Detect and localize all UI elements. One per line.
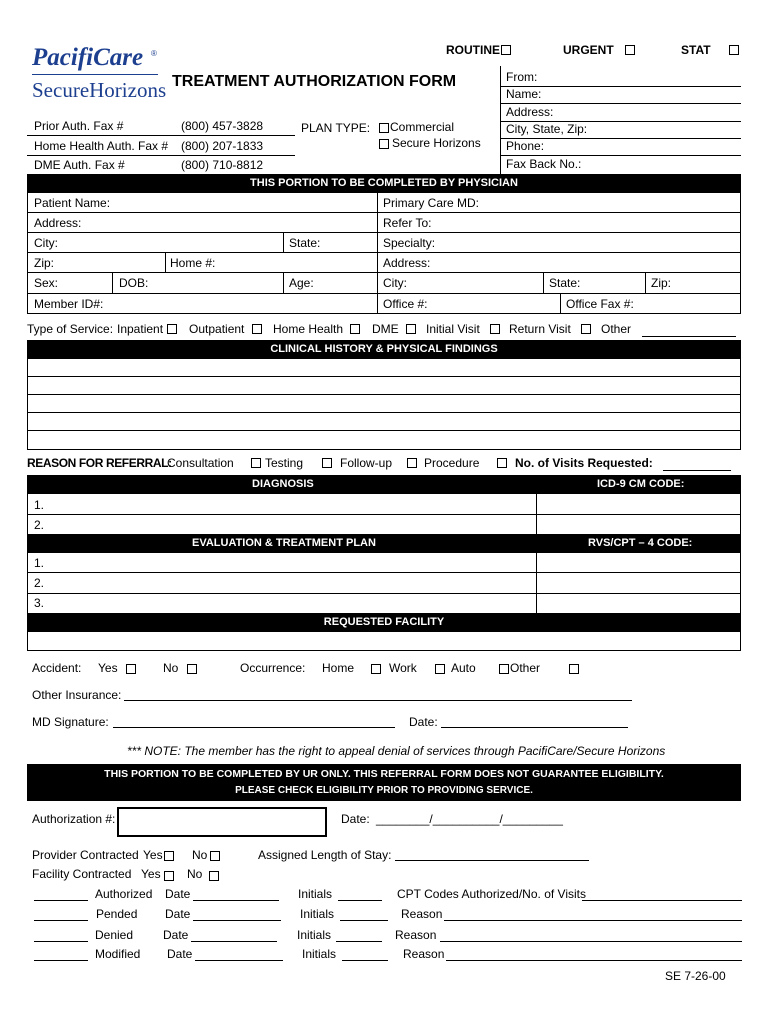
denied-date-line[interactable]: [191, 941, 277, 942]
cpt-codes-line[interactable]: [582, 900, 742, 901]
office-fax-field[interactable]: Office Fax #:: [566, 297, 634, 311]
consultation-label: Consultation: [167, 456, 234, 470]
facility-contracted-label: Facility Contracted: [32, 867, 132, 881]
stat-checkbox[interactable]: [729, 45, 739, 55]
phys-div-g: [560, 293, 561, 314]
phone-line: [500, 155, 741, 156]
accident-no-label: No: [163, 661, 179, 675]
accident-yes-label: Yes: [98, 661, 118, 675]
facility-yes-checkbox[interactable]: [164, 871, 174, 881]
reason-for-referral-label: REASON FOR REFERRAL:: [27, 456, 172, 470]
treat-line-2: [27, 593, 741, 594]
clinical-history-header: CLINICAL HISTORY & PHYSICAL FINDINGS: [27, 340, 741, 358]
refer-to-field[interactable]: Refer To:: [383, 216, 432, 230]
phys-row-line-3: [27, 252, 741, 253]
patient-name-field[interactable]: Patient Name:: [34, 196, 111, 210]
form-code: SE 7-26-00: [665, 969, 726, 983]
phys-div-a: [283, 232, 284, 252]
initial-visit-checkbox[interactable]: [490, 324, 500, 334]
age-field[interactable]: Age:: [289, 276, 314, 290]
clinical-history-lines[interactable]: [27, 358, 741, 450]
clinical-line-4: [27, 430, 741, 431]
home-health-fax-number: (800) 207-1833: [181, 139, 264, 153]
requested-facility-field[interactable]: [27, 631, 741, 651]
dme-fax-label: DME Auth. Fax #: [34, 158, 125, 172]
denied-initials-label: Initials: [297, 928, 332, 942]
type-of-service-label: Type of Service:: [27, 322, 114, 336]
clinical-line-2: [27, 394, 741, 395]
pended-label: Pended: [96, 907, 138, 921]
length-of-stay-line[interactable]: [395, 860, 589, 861]
pended-date-label: Date: [165, 907, 191, 921]
md-state-field[interactable]: State:: [549, 276, 581, 290]
physician-grid: [27, 192, 741, 314]
authorized-initials-label: Initials: [298, 887, 333, 901]
diag-line: [27, 514, 741, 515]
provider-yes-checkbox[interactable]: [164, 851, 174, 861]
md-address-field[interactable]: Address:: [383, 256, 431, 270]
return-visit-checkbox[interactable]: [581, 324, 591, 334]
facility-yes-label: Yes: [141, 867, 161, 881]
occurrence-work-label: Work: [389, 661, 417, 675]
phys-div-b: [165, 252, 166, 272]
dme-label: DME: [372, 322, 399, 336]
accident-yes-checkbox[interactable]: [126, 664, 136, 674]
treat-line-1: [27, 572, 741, 573]
authorization-label: Authorization #:: [32, 812, 116, 826]
diagnosis-row-2[interactable]: 2.: [34, 518, 45, 532]
phys-div-d: [283, 272, 284, 293]
occurrence-label: Occurrence:: [240, 661, 306, 675]
md-signature-label: MD Signature:: [32, 715, 109, 729]
routine-checkbox[interactable]: [501, 45, 511, 55]
denied-label: Denied: [95, 928, 134, 942]
phys-div-f: [645, 272, 646, 293]
treatment-row-1[interactable]: 1.: [34, 556, 45, 570]
accident-no-checkbox[interactable]: [187, 664, 197, 674]
from-label: From:: [506, 70, 538, 84]
accident-label: Accident:: [32, 661, 82, 675]
phys-mid-divider: [377, 192, 378, 314]
clinical-line-3: [27, 412, 741, 413]
home-health-label: Home Health: [273, 322, 344, 336]
pended-initials-label: Initials: [300, 907, 335, 921]
stat-label: STAT: [681, 43, 711, 57]
initial-visit-label: Initial Visit: [426, 322, 480, 336]
city-state-zip-label: City, State, Zip:: [506, 122, 588, 136]
modified-reason-line[interactable]: [446, 960, 742, 961]
sex-field[interactable]: Sex:: [34, 276, 59, 290]
modified-reason-label: Reason: [403, 947, 445, 961]
pended-check-line[interactable]: [34, 920, 88, 921]
phys-row-line-2: [27, 232, 741, 233]
followup-label: Follow-up: [340, 456, 393, 470]
dme-fax-number: (800) 710-8812: [181, 158, 264, 172]
prior-auth-fax-label: Prior Auth. Fax #: [34, 119, 124, 133]
signature-date-line[interactable]: [441, 727, 628, 728]
phys-row-line-5: [27, 293, 741, 294]
pended-reason-line[interactable]: [444, 920, 742, 921]
procedure-label: Procedure: [424, 456, 480, 470]
secure-horizons-label: Secure Horizons: [392, 136, 481, 150]
registered-mark: ®: [151, 49, 157, 58]
ur-section-line-2: PLEASE CHECK ELIGIBILITY PRIOR TO PROVIDING SERVICE.: [235, 785, 533, 796]
home-phone-field[interactable]: Home #:: [170, 256, 216, 270]
testing-label: Testing: [265, 456, 304, 470]
securehorizons-logo: SecureHorizons: [32, 78, 167, 102]
from-block-border: [500, 66, 501, 174]
treatment-title: EVALUATION & TREATMENT PLAN: [192, 537, 376, 549]
fax-line-2: [27, 155, 295, 156]
member-id-field[interactable]: Member ID#:: [34, 297, 104, 311]
authorized-initials-line[interactable]: [338, 900, 382, 901]
phys-row-line-1: [27, 212, 741, 213]
dme-checkbox[interactable]: [406, 324, 416, 334]
occurrence-auto-checkbox[interactable]: [499, 664, 509, 674]
authorized-label: Authorized: [95, 887, 153, 901]
length-of-stay-label: Assigned Length of Stay:: [258, 848, 392, 862]
fax-line-1: [27, 135, 295, 136]
provider-no-checkbox[interactable]: [210, 851, 220, 861]
treat-divider: [536, 552, 537, 614]
clinical-line-1: [27, 376, 741, 377]
denied-initials-line[interactable]: [336, 941, 382, 942]
visits-requested-label: No. of Visits Requested:: [515, 456, 653, 470]
treatment-row-2[interactable]: 2.: [34, 576, 45, 590]
address-label: Address:: [506, 105, 554, 119]
testing-checkbox[interactable]: [322, 458, 332, 468]
occurrence-home-label: Home: [322, 661, 355, 675]
icd9-code-title: ICD-9 CM CODE:: [597, 478, 685, 490]
facility-no-label: No: [187, 867, 203, 881]
urgent-checkbox[interactable]: [625, 45, 635, 55]
diagnosis-row-1[interactable]: 1.: [34, 498, 45, 512]
office-phone-field[interactable]: Office #:: [383, 297, 428, 311]
treatment-grid: [27, 552, 741, 614]
md-city-field[interactable]: City:: [383, 276, 407, 290]
phys-div-e: [543, 272, 544, 293]
pacificare-logo: PacifiCare: [32, 44, 144, 71]
patient-city-field[interactable]: City:: [34, 236, 58, 250]
return-visit-label: Return Visit: [509, 322, 571, 336]
treatment-row-3[interactable]: 3.: [34, 596, 45, 610]
other-service-line[interactable]: [642, 336, 736, 337]
primary-care-md-field[interactable]: Primary Care MD:: [383, 196, 480, 210]
authorization-date-field[interactable]: ________/__________/_________: [376, 812, 563, 826]
diagnosis-title: DIAGNOSIS: [252, 478, 314, 490]
phys-row-line-4: [27, 272, 741, 273]
pended-reason-label: Reason: [401, 907, 443, 921]
urgent-label: URGENT: [563, 43, 614, 57]
facility-no-checkbox[interactable]: [209, 871, 219, 881]
authorized-date-line[interactable]: [193, 900, 279, 901]
appeal-note: *** NOTE: The member has the right to appeal denial of services through PacifiCare/Secure Horizons: [127, 744, 666, 758]
commercial-label: Commercial: [390, 120, 455, 134]
modified-initials-line[interactable]: [342, 960, 388, 961]
denied-check-line[interactable]: [34, 941, 88, 942]
pended-initials-line[interactable]: [340, 920, 388, 921]
authorized-check-line[interactable]: [34, 900, 88, 901]
secure-horizons-checkbox[interactable]: [379, 139, 389, 149]
name-label: Name:: [506, 87, 542, 101]
fax-back-label: Fax Back No.:: [506, 157, 582, 171]
dob-field[interactable]: DOB:: [119, 276, 149, 290]
patient-address-field[interactable]: Address:: [34, 216, 82, 230]
modified-date-line[interactable]: [195, 960, 283, 961]
authorization-date-label: Date:: [341, 812, 370, 826]
occurrence-other-label: Other: [510, 661, 541, 675]
occurrence-work-checkbox[interactable]: [435, 664, 445, 674]
other-service-label: Other: [601, 322, 632, 336]
form-title: TREATMENT AUTHORIZATION FORM: [172, 73, 457, 90]
diag-divider: [536, 493, 537, 535]
other-insurance-line[interactable]: [124, 700, 632, 701]
denied-date-label: Date: [163, 928, 189, 942]
inpatient-checkbox[interactable]: [167, 324, 177, 334]
occurrence-home-checkbox[interactable]: [371, 664, 381, 674]
name-line: [500, 103, 741, 104]
outpatient-checkbox[interactable]: [252, 324, 262, 334]
plan-type-label: PLAN TYPE:: [301, 121, 371, 135]
phone-label: Phone:: [506, 139, 545, 153]
patient-zip-field[interactable]: Zip:: [34, 256, 55, 270]
visits-requested-line[interactable]: [663, 470, 731, 471]
occurrence-other-checkbox[interactable]: [569, 664, 579, 674]
authorization-number-box[interactable]: [117, 807, 327, 837]
cpt-codes-label: CPT Codes Authorized/No. of Visits: [397, 887, 586, 901]
prior-auth-fax-number: (800) 457-3828: [181, 119, 264, 133]
provider-no-label: No: [192, 848, 208, 862]
denied-reason-label: Reason: [395, 928, 437, 942]
rvs-cpt-title: RVS/CPT – 4 CODE:: [588, 537, 693, 549]
other-insurance-label: Other Insurance:: [32, 688, 122, 702]
authorized-date-label: Date: [165, 887, 191, 901]
phys-div-c: [112, 272, 113, 293]
md-signature-line[interactable]: [113, 727, 395, 728]
routine-label: ROUTINE: [446, 43, 500, 57]
denied-reason-line[interactable]: [440, 941, 742, 942]
commercial-checkbox[interactable]: [379, 123, 389, 133]
pended-date-line[interactable]: [193, 920, 281, 921]
modified-initials-label: Initials: [302, 947, 337, 961]
procedure-checkbox[interactable]: [497, 458, 507, 468]
occurrence-auto-label: Auto: [451, 661, 476, 675]
logo-divider: [32, 74, 158, 75]
requested-facility-header: REQUESTED FACILITY: [27, 613, 741, 631]
inpatient-label: Inpatient: [117, 322, 164, 336]
outpatient-label: Outpatient: [189, 322, 245, 336]
provider-contracted-label: Provider Contracted: [32, 848, 139, 862]
provider-yes-label: Yes: [143, 848, 163, 862]
signature-date-label: Date:: [409, 715, 438, 729]
ur-section-line-1: THIS PORTION TO BE COMPLETED BY UR ONLY. THIS REFERRAL FORM DOES NOT GUARANTEE ELIGIBILITY.: [104, 768, 664, 780]
modified-date-label: Date: [167, 947, 193, 961]
followup-checkbox[interactable]: [407, 458, 417, 468]
home-health-checkbox[interactable]: [350, 324, 360, 334]
modified-label: Modified: [95, 947, 141, 961]
physician-section-header: THIS PORTION TO BE COMPLETED BY PHYSICIAN: [27, 174, 741, 192]
consultation-checkbox[interactable]: [251, 458, 261, 468]
patient-state-field[interactable]: State:: [289, 236, 321, 250]
md-zip-field[interactable]: Zip:: [651, 276, 672, 290]
home-health-fax-label: Home Health Auth. Fax #: [34, 139, 169, 153]
specialty-field[interactable]: Specialty:: [383, 236, 436, 250]
modified-check-line[interactable]: [34, 960, 88, 961]
